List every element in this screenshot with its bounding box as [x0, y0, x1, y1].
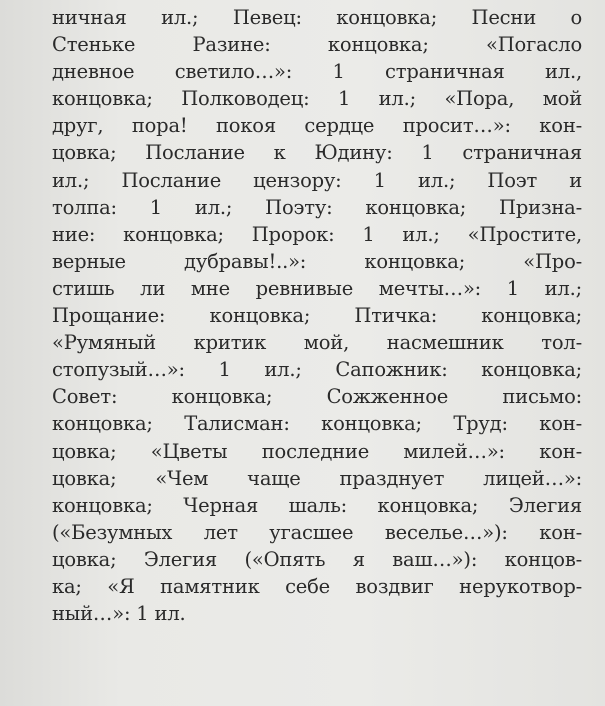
text-line-19: концовка; Черная шаль: концовка; Элегия — [52, 493, 582, 517]
text-line-1: ничная ил.; Певец: концовка; Песни о — [52, 6, 582, 29]
text-line-8: толпа: 1 ил.; Поэту: концовка; Призна- — [52, 195, 582, 219]
text-line-20: («Безумных лет угасшее веселье…»): кон- — [52, 520, 582, 544]
text-line-3: дневное светило…»: 1 страничная ил., — [52, 60, 582, 84]
text-line-22: ка; «Я памятник себе воздвиг нерукотвор- — [52, 574, 582, 598]
text-line-15: Совет: концовка; Сожженное письмо: — [52, 385, 582, 409]
text-line-7: ил.; Послание цензору: 1 ил.; Поэт и — [52, 168, 582, 192]
text-line-4: концовка; Полководец: 1 ил.; «Пора, мой — [52, 87, 582, 111]
text-line-11: стишь ли мне ревнивые мечты…»: 1 ил.; — [52, 276, 582, 300]
text-line-21: цовка; Элегия («Опять я ваш…»): концов- — [52, 547, 582, 571]
text-line-13: «Румяный критик мой, насмешник тол- — [52, 331, 582, 355]
text-line-17: цовка; «Цветы последние милей…»: кон- — [52, 439, 582, 463]
text-line-16: концовка; Талисман: концовка; Труд: кон- — [52, 412, 582, 436]
text-line-2: Стеньке Разине: концовка; «Погасло — [52, 33, 582, 57]
text-line-14: стопузый…»: 1 ил.; Сапожник: концовка; — [52, 358, 582, 382]
text-line-23: ный…»: 1 ил. — [52, 602, 186, 626]
text-line-9: ние: концовка; Пророк: 1 ил.; «Простите, — [52, 222, 582, 246]
text-line-18: цовка; «Чем чаще празднует лицей…»: — [52, 466, 582, 490]
text-line-10: верные дубравы!..»: концовка; «Про- — [52, 249, 582, 273]
index-text-block — [52, 4, 582, 627]
text-line-5: друг, пора! покоя сердце просит…»: кон- — [52, 114, 582, 138]
text-line-6: цовка; Послание к Юдину: 1 страничная — [52, 141, 582, 165]
text-line-12: Прощание: концовка; Птичка: концовка; — [52, 304, 582, 328]
